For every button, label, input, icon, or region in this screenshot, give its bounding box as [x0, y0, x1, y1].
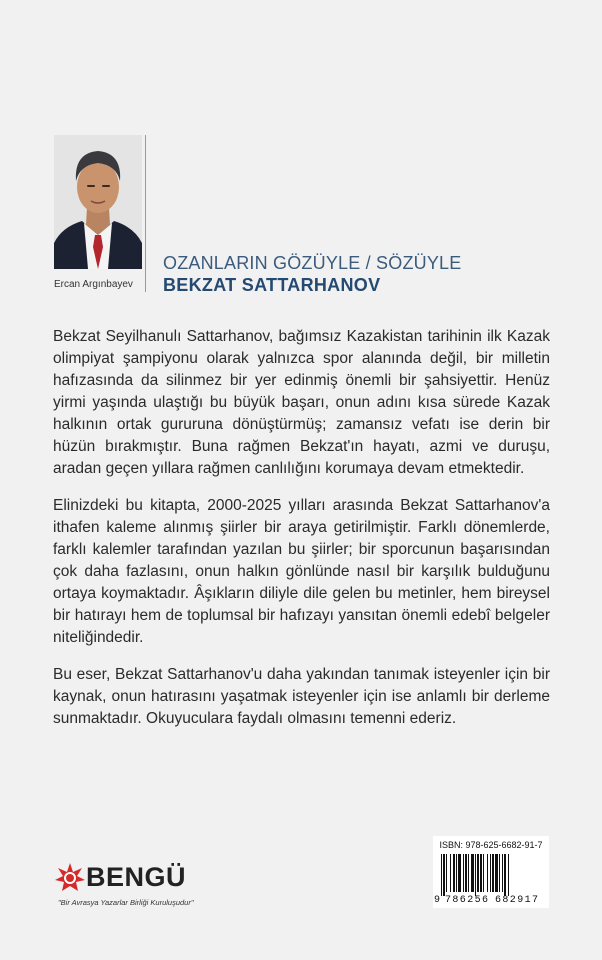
- publisher-tagline: "Bir Avrasya Yazarlar Birliği Kuruluşudur": [58, 898, 194, 907]
- barcode-bar: [487, 854, 488, 892]
- barcode-bar: [453, 854, 455, 892]
- blurb-paragraph: Elinizdeki bu kitapta, 2000-2025 yılları arasında Bekzat Sattarhanov'a ithafen kaleme alınmış şiirler bir araya getirilmiştir. Farklı dönemlerde, farklı kalemler tarafından yazılan bu şiirler; bir sporcunun başarısından çok daha fazlasını, onun halkın gönlünde nasıl bir karşılık bulduğunu ortaya koymaktadır. Âşıkların diliyle dile gelen bu metinler, hem bireysel bir hatırayı hem de toplumsal bir hafızayı yansıtan önemli edebî belgeler niteliğindedir.: [53, 497, 550, 646]
- barcode-bar: [499, 854, 500, 892]
- isbn-label: ISBN: 978-625-6682-91-7: [439, 840, 543, 850]
- barcode-bar: [490, 854, 491, 892]
- blurb-paragraph: Bekzat Seyilhanulı Sattarhanov, bağımsız Kazakistan tarihinin ilk Kazak olimpiyat şampiyonu olarak yalnızca spor alanında değil, bir milletin hafızasında da silinmez bir yer edinmiş önemli bir şahsiyettir. Henüz yirmi yaşında ulaştığı bu büyük başarı, onun adını kısa sürede Kazak halkının ortak gururuna dönüştürmüş; zamansız vefatı ise derin bir hüzün bırakmıştır. Buna rağmen Bekzat'ın hayatı, azmi ve duruşu, aradan geçen yıllara rağmen canlılığını korumaya devam etmektedir.: [53, 328, 550, 477]
- author-name: Ercan Argınbayev: [54, 279, 133, 290]
- author-photo: [54, 135, 142, 269]
- divider-line: [145, 135, 146, 292]
- barcode-bar: [441, 854, 442, 896]
- barcode-bar: [463, 854, 464, 892]
- book-title: BEKZAT SATTARHANOV: [163, 275, 381, 295]
- barcode-bar: [475, 854, 476, 896]
- barcode-bar: [492, 854, 494, 892]
- barcode-bar: [456, 854, 457, 892]
- author-portrait-icon: [54, 135, 142, 269]
- publisher-name: BENGÜ: [86, 862, 187, 892]
- barcode-bar: [465, 854, 467, 892]
- barcode-bar: [468, 854, 469, 892]
- barcode-bar: [458, 854, 461, 892]
- barcode-bar: [502, 854, 503, 892]
- barcode-bars-icon: [441, 854, 541, 896]
- barcode-digit-first: 9: [434, 895, 441, 906]
- barcode-digits-right: 682917: [495, 895, 540, 906]
- blurb-paragraph: Bu eser, Bekzat Sattarhanov'u daha yakından tanımak isteyenler için bir kaynak, onun hatırasını yaşatmak isteyenler için ise anlamlı bir derleme sunmaktadır. Okuyuculara faydalı olmasını temenni ederiz.: [53, 666, 550, 727]
- barcode-bar: [471, 854, 474, 892]
- barcode-bar: [483, 854, 484, 892]
- series-title: OZANLARIN GÖZÜYLE / SÖZÜYLE: [163, 253, 462, 273]
- red-star-logo-icon: [54, 862, 86, 894]
- barcode-bar: [508, 854, 509, 896]
- isbn-barcode: [433, 836, 549, 908]
- barcode-bar: [504, 854, 506, 896]
- barcode-bar: [443, 854, 445, 896]
- barcode-bar: [450, 854, 451, 892]
- barcode-bar: [495, 854, 498, 892]
- barcode-bar: [480, 854, 482, 892]
- barcode-digits-left: 786256: [445, 895, 490, 906]
- publisher-block: [54, 862, 214, 912]
- barcode-bar: [446, 854, 447, 892]
- blurb-text: [53, 326, 550, 745]
- barcode-bar: [477, 854, 479, 892]
